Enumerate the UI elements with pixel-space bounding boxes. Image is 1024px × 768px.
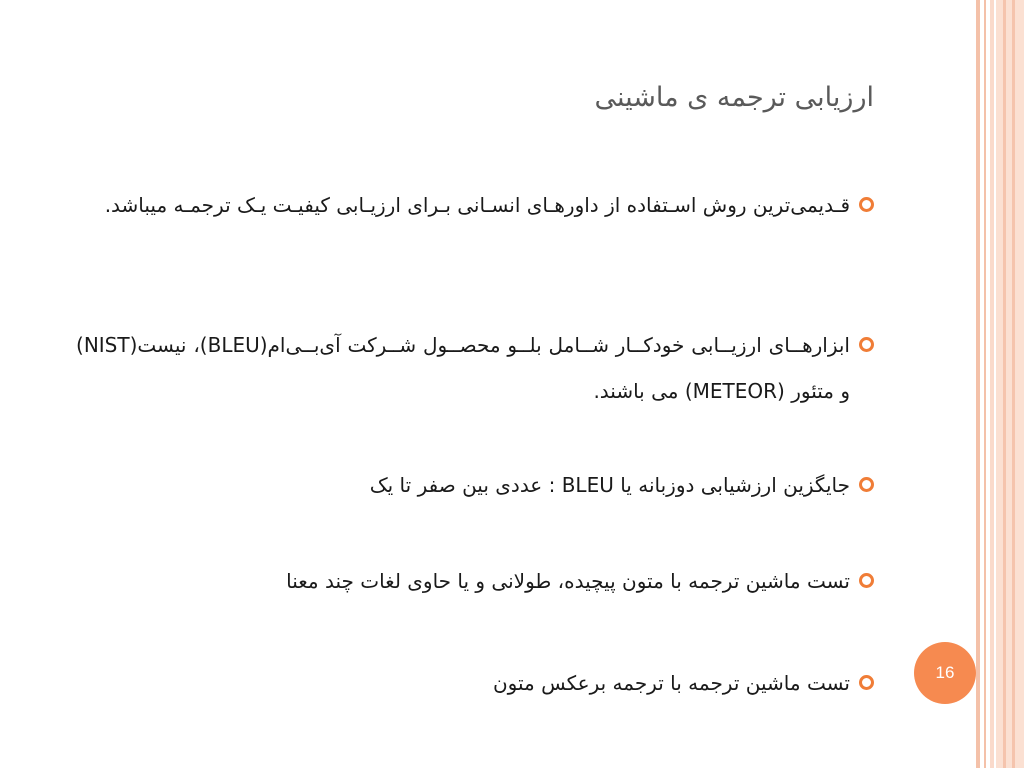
- ring-bullet-icon: [859, 675, 874, 690]
- side-stripe-line: [1012, 0, 1015, 768]
- slide-title: ارزیابی ترجمه ی ماشینی: [594, 82, 874, 113]
- bullet-text: ابزارهــای ارزیــابی خودکــار شــامل بلــو محصــول شــرکت آی‌بــی‌ام(BLEU)، نیست(NIST) و متئور (METEOR) می باشند.: [76, 333, 850, 403]
- page-number-badge: 16: [914, 642, 976, 704]
- bullet-text: جایگزین ارزشیابی دوزبانه یا BLEU : عددی بین صفر تا یک: [369, 473, 850, 497]
- bullet-text: تست ماشین ترجمه با متون پیچیده، طولانی و یا حاوی لغات چند معنا: [286, 569, 850, 593]
- bullet-item: [76, 182, 876, 228]
- bullet-text: تست ماشین ترجمه با ترجمه برعکس متون: [492, 671, 850, 695]
- bullet-item: [76, 462, 876, 508]
- ring-bullet-icon: [859, 337, 874, 352]
- ring-bullet-icon: [859, 477, 874, 492]
- ring-bullet-icon: [859, 197, 874, 212]
- ring-bullet-icon: [859, 573, 874, 588]
- side-stripe-band: [996, 0, 1024, 768]
- bullet-item: [76, 322, 876, 414]
- side-stripe-line: [984, 0, 986, 768]
- bullet-item: [76, 558, 876, 604]
- bullet-item: [76, 660, 876, 706]
- side-stripe-line: [1003, 0, 1006, 768]
- side-stripe-line: [976, 0, 980, 768]
- side-stripe-line: [990, 0, 994, 768]
- bullet-text: قـدیمی‌ترین روش اسـتفاده از داورهـای انسـانی بـرای ارزیـابی کیفیـت یـک ترجمـه میباشد.: [104, 193, 850, 217]
